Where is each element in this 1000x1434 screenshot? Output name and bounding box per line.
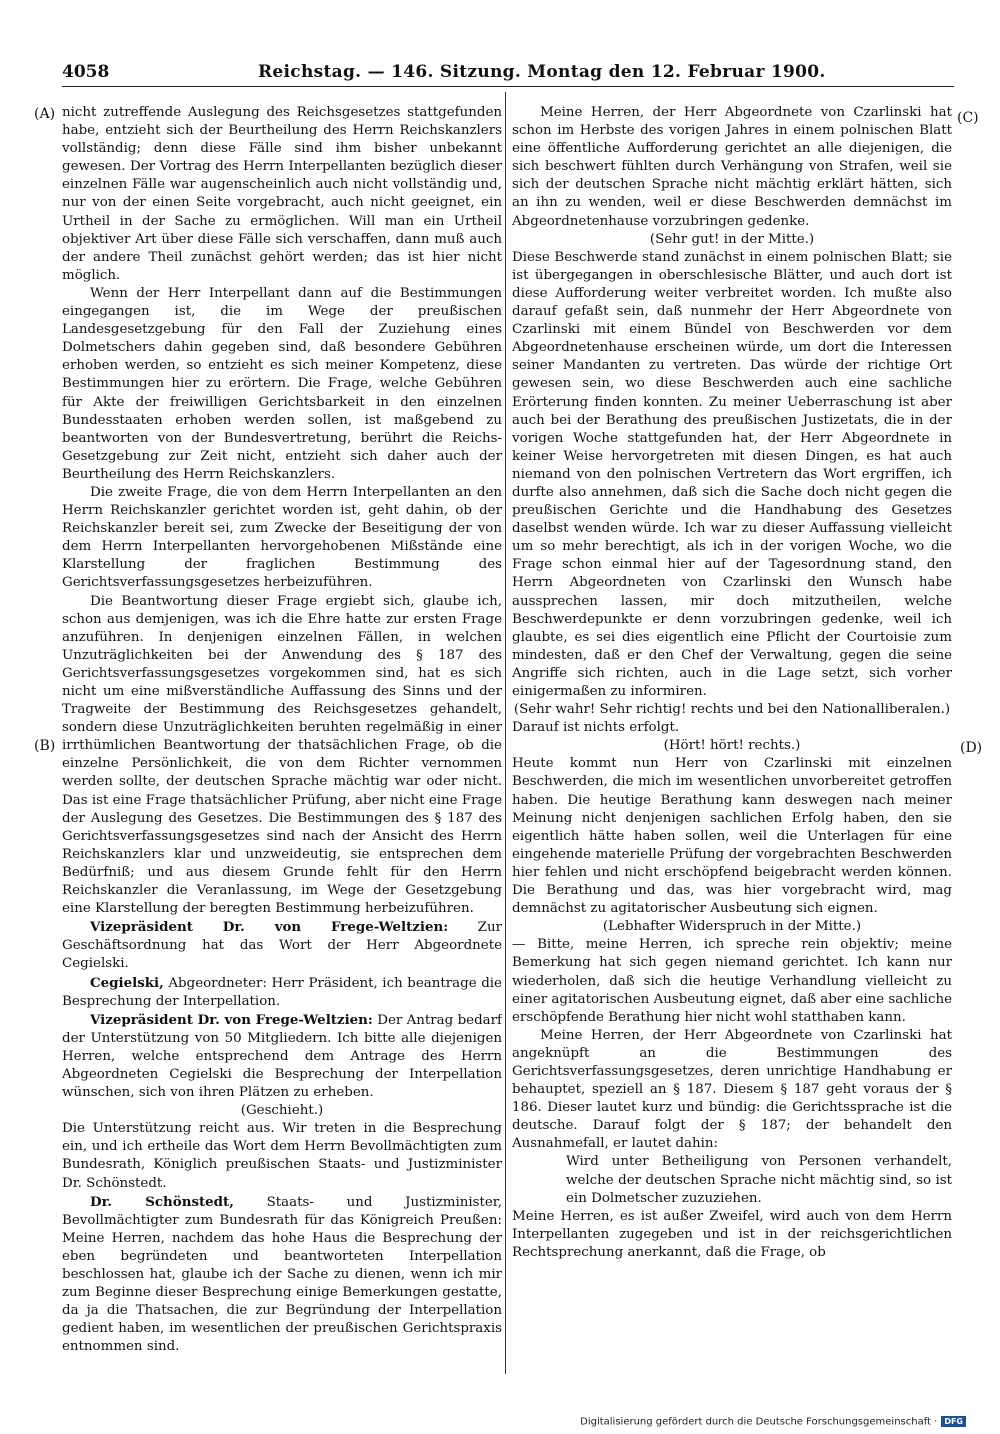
law-quote: Wird unter Betheiligung von Personen verhandelt, welche der deutschen Sprache nicht mächtig sind, so ist ein Dolmetscher zuzuziehen. [566,1154,952,1206]
paragraph: Die zweite Frage, die von dem Herrn Interpellanten an den Herrn Reichskanzler gerichtet worden ist, geht dahin, ob der Reichskanzler bereit sei, zum Zwecke der Beseitigung der von dem Herrn Interpellanten hervorgehobenen Mißstände eine Klarstellung der fraglichen Bestimmung des Gerichtsverfassungsgesetzes herbeizuführen. [62,484,502,591]
stage-direction: (Geschieht.) [240,1103,324,1119]
speaker-name: Vizepräsident Dr. von Frege-Weltzien: [90,919,449,936]
speaker-name: Dr. Schönstedt, [90,1193,234,1210]
speaker-name: Vizepräsident Dr. von Frege-Weltzien: [90,1011,373,1028]
paragraph: Wenn der Herr Interpellant dann auf die Bestimmungen eingegangen ist, die im Wege der preußischen Landesgesetzgebung für den Fall der Zuziehung eines Dolmetschers dahin gegeben sind, daß besondere Gebühren erhoben werden, so entzieht es sich meiner Kompetenz, diese Bestimmungen hier zu erörtern. Die Frage, welche Gebühren für Akte der freiwilligen Gerichtsbarkeit in den einzelnen Bundesstaaten erhoben werden sollen, ist maßgebend zu beantworten von der Bundesvertretung, berührt die Reichs-Gesetzgebung zur Zeit nicht, entzieht sich daher auch der Beurtheilung des Herrn Reichskanzlers. [62,285,502,482]
page-header [62,58,952,88]
margin-marker-a: (A) [34,106,56,122]
speaker-paragraph [62,1193,502,1357]
footer-text: Digitalisierung gefördert durch die Deutsche Forschungsgemeinschaft · [580,1416,938,1428]
stage-direction: (Hört! hört! rechts.) [663,738,801,754]
margin-marker-b: (B) [34,738,56,754]
margin-marker-c: (C) [957,110,979,126]
right-column [512,104,952,1376]
column-divider [505,92,506,1374]
speaker-paragraph [62,974,502,1011]
speech-text: Der Antrag bedarf der Unterstützung von 50 Mitgliedern. Ich bitte alle diejenigen Herren, welche entsprechend dem Antrage des Herrn Abgeordneten Cegielski die Besprechung der Interpellation wünschen, sich von ihren Plätzen zu erheben. [62,1012,502,1101]
stage-direction: (Lebhafter Widerspruch in der Mitte.) [602,919,862,935]
footer-credit [580,1416,966,1428]
paragraph: Meine Herren, der Herr Abgeordnete von Czarlinski hat schon im Herbste des vorigen Jahres in einem polnischen Blatt eine öffentliche Aufforderung gerichtet an alle diejenigen, die sich beschwert fühlten durch Verhängung von Strafen, weil sie sich der deutschen Sprache nicht mächtig erklärt hätten, sich an ihn zu wenden, weil er diese Beschwerden demnächst im Abgeordnetenhause vorzubringen gedenke. [512,105,952,229]
dfg-logo: DFG [941,1416,966,1427]
speaker-paragraph [62,1011,502,1102]
paragraph: Die Unterstützung reicht aus. Wir treten in die Besprechung ein, und ich ertheile das Wort dem Herrn Bevollmächtigten zum Bundesrath, Königlich preußischen Staats- und Justizminister Dr. Schönstedt. [62,1121,502,1191]
paragraph: Heute kommt nun Herr von Czarlinski mit einzelnen Beschwerden, die mich im wesentlichen unvorbereitet getroffen haben. Die heutige Berathung kann deswegen nach meiner Meinung nicht denjenigen sachlichen Erfolg haben, den sie eigentlich hätte haben sollen, weil die Unterlagen für eine eingehende materielle Prüfung der vorgebrachten Beschwerden hier fehlen und nicht erschöpfend beigebracht werden können. Die Berathung und das, was hier vorgebracht wird, mag demnächst zu agitatorischer Ausbeutung sich eignen. [512,756,952,917]
left-column [62,104,502,1376]
paragraph: — Bitte, meine Herren, ich spreche rein objektiv; meine Bemerkung hat sich gegen niemand gerichtet. Ich kann nur wiederholen, daß sich die heutige Verhandlung vielleicht zu einer agitatorischen Ausbeutung eignet, daß aber eine sachliche erschöpfende Berathung hier nicht wohl statthaben kann. [512,937,952,1025]
paragraph: nicht zutreffende Auslegung des Reichsgesetzes stattgefunden habe, entzieht sich der Beurtheilung des Herrn Reichskanzlers vollständig; denn diese Fälle sind ihm bisher unbekannt gewesen. Der Vortrag des Herrn Interpellanten bezüglich dieser einzelnen Fälle war augenscheinlich auch nicht vollständig und, nur von der einen Seite vorgebracht, auch nicht geeignet, ein Urtheil in der Sache zu ermöglichen. Will man ein Urtheil objektiver Art über diese Fälle sich verschaffen, dann muß auch der andere Theil zunächst gehört werden; das ist hier nicht möglich. [62,105,502,283]
stage-direction: (Sehr wahr! Sehr richtig! rechts und bei den Nationalliberalen.) [513,702,951,718]
speaker-name: Cegielski, [90,974,164,991]
speech-text: Zur Geschäftsordnung hat das Wort der Herr Abgeordnete Cegielski. [62,920,502,972]
header-rule [62,86,954,87]
stage-direction: (Sehr gut! in der Mitte.) [649,231,815,247]
paragraph: Meine Herren, es ist außer Zweifel, wird auch von dem Herrn Interpellanten zugegeben und ist in der reichsgerichtlichen Rechtsprechung anerkannt, daß die Frage, ob [512,1208,952,1260]
speech-text: Abgeordneter: Herr Präsident, ich beantrage die Besprechung der Interpellation. [62,975,502,1009]
margin-marker-d: (D) [960,740,983,756]
page-number: 4058 [62,62,110,82]
paragraph: Darauf ist nichts erfolgt. [512,720,680,736]
paragraph: Die Beantwortung dieser Frage ergiebt sich, glaube ich, schon aus demjenigen, was ich die Ehre hatte zur ersten Frage anzuführen. In denjenigen einzelnen Fällen, in welchen Unzuträglichkeiten bei der Anwendung des § 187 des Gerichtsverfassungsgesetzes vorgekommen sind, hat es sich nicht um eine mißverständliche Auffassung des Sinns und der Tragweite der Bestimmung des Reichsgesetzes gehandelt, sondern diese Unzuträglichkeiten beruhten regelmäßig in einer irrthümlichen Beantwortung der thatsächlichen Frage, ob die einzelne Persönlichkeit, die von dem Richter vernommen werden sollte, der deutschen Sprache mächtig war oder nicht. Das ist eine Frage thatsächlicher Prüfung, aber nicht eine Frage der Auslegung des Gesetzes. Die Bestimmungen des § 187 des Gerichtsverfassungsgesetzes sind nach der Ansicht des Herrn Reichskanzlers klar und unzweideutig, sie entsprechen dem Bedürfniß; und aus diesem Grunde fehlt für den Herrn Reichskanzler die Veranlassung, im Wege der Gesetzgebung eine Klarstellung der beregten Bestimmung herbeizuführen. [62,593,502,917]
speaker-paragraph [62,918,502,973]
paragraph: Meine Herren, der Herr Abgeordnete von Czarlinski hat angeknüpft an die Bestimmungen des Gerichtsverfassungsgesetzes, deren unrichtige Handhabung er behauptet, speziell an § 187. Diesem § 187 geht voraus der § 186. Dieser lautet kurz und bündig: die Gerichtssprache ist die deutsche. Darauf folgt der § 187; der behandelt den Ausnahmefall, er lautet dahin: [512,1027,952,1152]
running-title: Reichstag. — 146. Sitzung. Montag den 12. Februar 1900. [258,62,826,82]
speech-text: Staats- und Justizminister, Bevollmächtigter zum Bundesrath für das Königreich Preußen: Meine Herren, nachdem das hohe Haus die Besprechung der eben begründeten und beantworteten Interpellation beschlossen hat, glaube ich der Sache zu dienen, wenn ich mir zum Beginne dieser Besprechung einige Bemerkungen gestatte, da ja die Thatsachen, die zur Begründung der Interpellation gedient haben, im wesentlichen der preußischen Gerichtspraxis entnommen sind. [62,1194,502,1355]
paragraph: Diese Beschwerde stand zunächst in einem polnischen Blatt; sie ist übergegangen in oberschlesische Blätter, und auch dort ist diese Aufforderung weiter verbreitet worden. Ich mußte also darauf gefaßt sein, daß nunmehr der Herr Abgeordnete von Czarlinski mit einem Bündel von Beschwerden vor dem Abgeordnetenhause erscheinen würde, um dort die Interessen seiner Mandanten zu vertreten. Das würde der richtige Ort gewesen sein, wo diese Beschwerden auch eine sachliche Erörterung finden konnten. Zu meiner Ueberraschung ist aber auch bei der Berathung des preußischen Justizetats, die in der vorigen Woche stattgefunden hat, der Herr Abgeordnete in keiner Weise hervorgetreten mit diesen Dingen, es hat auch niemand von den polnischen Vertretern das Wort ergriffen, ich durfte also annehmen, daß sich die Sache doch nicht gegen die preußischen Gerichte und die Handhabung des Gesetzes daselbst wenden würde. Ich war zu dieser Auffassung vielleicht um so mehr berechtigt, als ich in der vorigen Woche, wo die Frage schon einmal hier auf der Tagesordnung stand, den Herrn Abgeordneten von Czarlinski den Wunsch habe aussprechen lassen, mir doch mitzutheilen, welche Beschwerdepunkte er denn vorzubringen gedenke, weil ich glaubte, es sei dies eigentlich eine Pflicht der Courtoisie zum mindesten, daß er den Chef der Verwaltung, gegen die seine Angriffe sich richten, auch in die Lage setzt, sich vorher einigermaßen zu informiren. [512,249,952,699]
